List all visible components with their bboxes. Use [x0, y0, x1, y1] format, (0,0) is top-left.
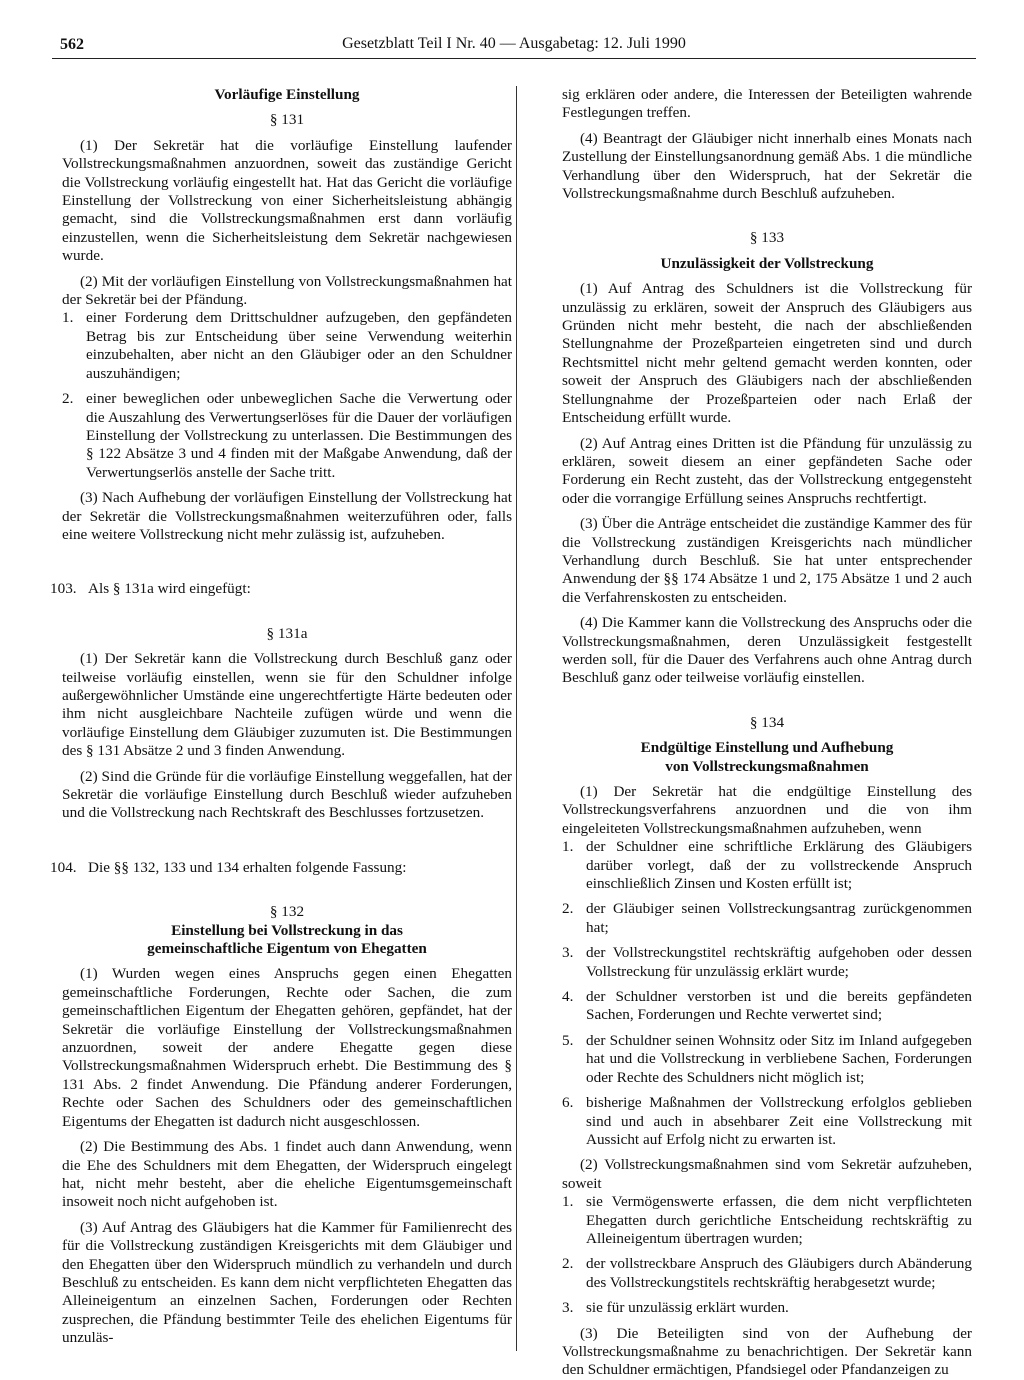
- section-134-para-2: (2) Vollstreckungsmaßnahmen sind vom Sekretär aufzuheben, soweit: [562, 1156, 972, 1192]
- list-item-text: sie für unzulässig erklärt wurden.: [586, 1299, 789, 1317]
- section-133-para-1: (1) Auf Antrag des Schuldners ist die Vollstreckung für unzulässig zu erklären, soweit der Anspruch des Gläubigers aus Gründen nicht mehr besteht, die nach der abschließenden Stellungnahme der Prozeßparteien eingetreten sind und durch Rechtsmittel nicht mehr geltend gemacht werden konnten, oder soweit der Anspruch des Gläubigers nach der abschließenden Stellungnahme der Prozeßparteien oder nach Erlaß der Entscheidung erfüllt wurde.: [562, 280, 972, 427]
- list-item: [562, 838, 972, 893]
- list-item: [562, 944, 972, 981]
- section-134-number: § 134: [749, 713, 785, 731]
- list-item-number: 4.: [562, 988, 574, 1006]
- section-134-para-1: (1) Der Sekretär hat die endgültige Einstellung des Vollstreckungsverfahrens anzuordnen und die von ihm eingeleiteten Vollstreckungsmaßnahmen aufzuheben, wenn: [562, 783, 972, 837]
- list-item-text: der vollstreckbare Anspruch des Gläubigers durch Abänderung des Vollstreckungstitels rechtskräftig herabgesetzt wurde;: [586, 1255, 972, 1291]
- list-item-number: 3.: [562, 1299, 574, 1317]
- section-131a-para-1: (1) Der Sekretär kann die Vollstreckung durch Beschluß ganz oder teilweise vorläufig einstellen, wenn sie für den Schuldner infolge außergewöhnlicher Umstände eine ungerechtfertigte Härte bedeuten oder ihm nicht ausgleichbare Nachteile zufügen würde und wenn die vorläufige Einstellung dem Gläubiger zuzumuten ist. Die Bestimmungen des § 131 Absätze 2 und 3 finden Anwendung.: [62, 650, 512, 760]
- list-item: [562, 1193, 972, 1248]
- section-133-para-2: (2) Auf Antrag eines Dritten ist die Pfändung für unzulässig zu erklären, soweit diesem an einer gepfändeten Sache oder Forderung ein Recht zusteht, das der Vollstreckung entgegensteht oder die vorrangige Erfüllung seines Anspruchs rechtfertigt.: [562, 434, 972, 507]
- gazette-title: Gesetzblatt Teil I Nr. 40 — Ausgabetag: 12. Juli 1990: [342, 35, 686, 52]
- section-134-list-2: [562, 1193, 972, 1317]
- list-item-number: 2.: [562, 1255, 574, 1273]
- list-item-number: 2.: [562, 900, 574, 918]
- list-item: [562, 1255, 972, 1292]
- page-number: 562: [60, 36, 84, 53]
- section-134-title-line-1: Endgültige Einstellung und Aufhebung: [640, 739, 894, 757]
- list-item: [562, 900, 972, 937]
- amendment-text: Als § 131a wird eingefügt:: [88, 580, 251, 598]
- left-column: [50, 86, 512, 1348]
- list-item-text: der Gläubiger seinen Vollstreckungsantrag zurückgenommen hat;: [586, 900, 972, 936]
- list-item-text: bisherige Maßnahmen der Vollstreckung erfolglos geblieben sind und auch in absehbarer Zeit eine Vollstreckung mit Aussicht auf Erfolg nicht zu erwarten ist.: [586, 1094, 972, 1148]
- section-131-para-1: (1) Der Sekretär hat die vorläufige Einstellung laufender Vollstreckungsmaßnahmen anzuordnen, soweit das zuständige Gericht die Vollstreckung vorläufig eingestellt hat. Hat das Gericht die vorläufige Einstellung der Vollstreckung von einer Sicherheitsleistung abhängig gemacht, sind die Vollstreckungsmaßnahmen erst dann vorläufig einzustellen, wenn die Sicherheitsleistung dem Sekretär nachgewiesen wurde.: [62, 136, 512, 265]
- section-131a-number: § 131a: [266, 624, 308, 642]
- section-134-title-line-2: von Vollstreckungsmaßnahmen: [665, 757, 869, 775]
- section-132-title-line-2: gemeinschaftliche Eigentum von Ehegatten: [147, 940, 427, 958]
- list-item: [62, 309, 512, 383]
- section-133-para-3: (3) Über die Anträge entscheidet die zuständige Kammer des für die Vollstreckung zuständigen Kreisgerichts nach mündlicher Verhandlung durch Beschluß. Sie hat unter entsprechender Anwendung der §§ 174 Absätze 1 und 2, 175 Absätze 1 und 2 auch die Verfahrenskosten zu entscheiden.: [562, 515, 972, 606]
- amendment-103: [50, 580, 512, 598]
- list-item-number: 6.: [562, 1094, 574, 1112]
- list-item-text: der Vollstreckungstitel rechtskräftig aufgehoben oder dessen Vollstreckung für unzulässig erklärt wurde;: [586, 944, 972, 980]
- section-131-para-3: (3) Nach Aufhebung der vorläufigen Einstellung der Vollstreckung hat der Sekretär die Vollstreckungsmaßnahmen weiterzuführen oder, falls eine weitere Vollstreckung nicht mehr zulässig ist, aufzuheben.: [62, 489, 512, 543]
- list-item-number: 1.: [62, 309, 74, 327]
- section-131-number: § 131: [269, 111, 305, 129]
- list-item: [62, 390, 512, 482]
- section-131-para-2: (2) Mit der vorläufigen Einstellung von Vollstreckungsmaßnahmen hat der Sekretär bei der Pfändung.: [62, 272, 512, 309]
- section-131-title: Vorläufige Einstellung: [214, 86, 360, 103]
- list-item: [562, 1299, 972, 1317]
- amendment-104: [50, 858, 512, 877]
- section-132-para-4: (4) Beantragt der Gläubiger nicht innerhalb eines Monats nach Zustellung der Einstellungsanordnung gemäß Abs. 1 die mündliche Verhandlung über den Widerspruch, hat der Sekretär die Vollstreckungsmaßnahme durch Beschluß aufzuheben.: [562, 129, 972, 203]
- list-item-text: der Schuldner seinen Wohnsitz oder Sitz im Inland aufgegeben hat und die Vollstreckung in verbliebene Sachen, Forderungen oder Rechte des Schuldners nicht möglich ist;: [586, 1031, 972, 1086]
- section-133-title: Unzulässigkeit der Vollstreckung: [660, 254, 874, 272]
- list-item-number: 1.: [562, 838, 574, 856]
- list-item-number: 3.: [562, 944, 574, 962]
- section-132-title-line-1: Einstellung bei Vollstreckung in das: [171, 921, 403, 939]
- section-134-list-1: [562, 838, 972, 1149]
- section-133-number: § 133: [749, 229, 785, 247]
- page-header: [52, 32, 976, 59]
- continued-text: sig erklären oder andere, die Interessen der Beteiligten wahrende Festlegungen treffen.: [562, 86, 972, 122]
- section-132-para-3: (3) Auf Antrag des Gläubigers hat die Kammer für Familienrecht des für die Vollstreckung zuständigen Kreisgerichts mit dem Gläubiger und den Ehegatten über den Widerspruch mündlich zu verhandeln und durch Beschluß zu entscheiden. Es kann dem nicht verpflichteten Ehegatten das Alleineigentum an einzelnen Sachen, Forderungen oder Rechten zusprechen, die Pfändung bestimmter Teile des ehelichen Eigentums für unzuläs-: [62, 1218, 512, 1347]
- section-132-para-2: (2) Die Bestimmung des Abs. 1 findet auch dann Anwendung, wenn die Ehe des Schuldners mit dem Ehegatten, der Widerspruch eingelegt hat, nicht mehr besteht, aber die eheliche Eigentumsgemeinschaft insoweit noch nicht aufgehoben ist.: [62, 1138, 512, 1211]
- section-131-list: [62, 309, 512, 482]
- list-item-number: 1.: [562, 1193, 574, 1211]
- amendment-number: 103.: [50, 580, 77, 598]
- right-column: [562, 86, 972, 1380]
- section-131a-para-2: (2) Sind die Gründe für die vorläufige Einstellung weggefallen, hat der Sekretär die vorläufige Einstellung durch Beschluß wieder aufzuheben und die Vollstreckung nach Rechtskraft des Beschlusses fortzusetzen.: [62, 767, 512, 822]
- section-132-para-1: (1) Wurden wegen eines Anspruchs gegen einen Ehegatten gemeinschaftliche Forderungen, Rechte oder Sachen, die zum gemeinschaftlichen Eigentum der Ehegatten gehören, gepfändet, hat der Sekretär die vorläufige Einstellung der Vollstreckungsmaßnahmen anzuordnen, soweit der andere Ehegatte gegen diese Vollstreckungsmaßnahmen Widerspruch erhebt. Die Bestimmung des § 131 Abs. 2 findet Anwendung. Die Pfändung anderer Forderungen, Rechte oder Sachen des Schuldners oder des gemeinschaftlichen Eigentums der Ehegatten ist dadurch nicht ausgeschlossen.: [62, 965, 512, 1130]
- list-item: [562, 1094, 972, 1149]
- amendment-number: 104.: [50, 858, 77, 876]
- list-item-text: einer Forderung dem Drittschuldner aufzugeben, den gepfändeten Betrag bis zur Entscheidung über seine Verwendung weiterhin einzubehalten, aber nicht an den Gläubiger oder an den Schuldner auszuhändigen;: [86, 309, 512, 382]
- column-divider: [516, 86, 517, 1351]
- list-item: [562, 1032, 972, 1087]
- list-item-text: einer beweglichen oder unbeweglichen Sache die Verwertung oder die Auszahlung des Verwertungserlöses für die Dauer der vorläufigen Einstellung der Vollstreckung zu unterlassen. Die Bestimmungen des § 122 Absätze 3 und 4 finden mit der Maßgabe Anwendung, daß der Verwertungserlös anstelle der Sache tritt.: [86, 390, 512, 481]
- list-item: [562, 988, 972, 1025]
- list-item-number: 2.: [62, 390, 74, 408]
- section-133-para-4: (4) Die Kammer kann die Vollstreckung des Anspruchs oder die Vollstreckungsmaßnahmen, deren Unzulässigkeit festgestellt werden soll, für die Dauer des Verfahrens auch ohne Antrag durch Beschluß ganz oder teilweise vorläufig einstellen.: [562, 614, 972, 687]
- list-item-number: 5.: [562, 1031, 574, 1049]
- amendment-text: Die §§ 132, 133 und 134 erhalten folgende Fassung:: [88, 858, 407, 876]
- section-134-para-3: (3) Die Beteiligten sind von der Aufhebung der Vollstreckungsmaßnahme zu benachrichtigen. Der Sekretär kann den Schuldner ermächtigen, Pfandsiegel oder Pfandanzeigen zu: [562, 1324, 972, 1379]
- section-132-number: § 132: [269, 903, 305, 921]
- list-item-text: sie Vermögenswerte erfassen, die dem nicht verpflichteten Ehegatten durch gerichtliche Entscheidung rechtskräftig zu Alleineigentum übertragen wurden;: [586, 1193, 972, 1247]
- list-item-text: der Schuldner verstorben ist und die bereits gepfändeten Sachen, Forderungen und Rechte verwertet sind;: [586, 988, 972, 1024]
- list-item-text: der Schuldner eine schriftliche Erklärung des Gläubigers darüber vorlegt, daß der zu vollstreckende Anspruch einschließlich Zinsen und Kosten erfüllt ist;: [586, 838, 972, 893]
